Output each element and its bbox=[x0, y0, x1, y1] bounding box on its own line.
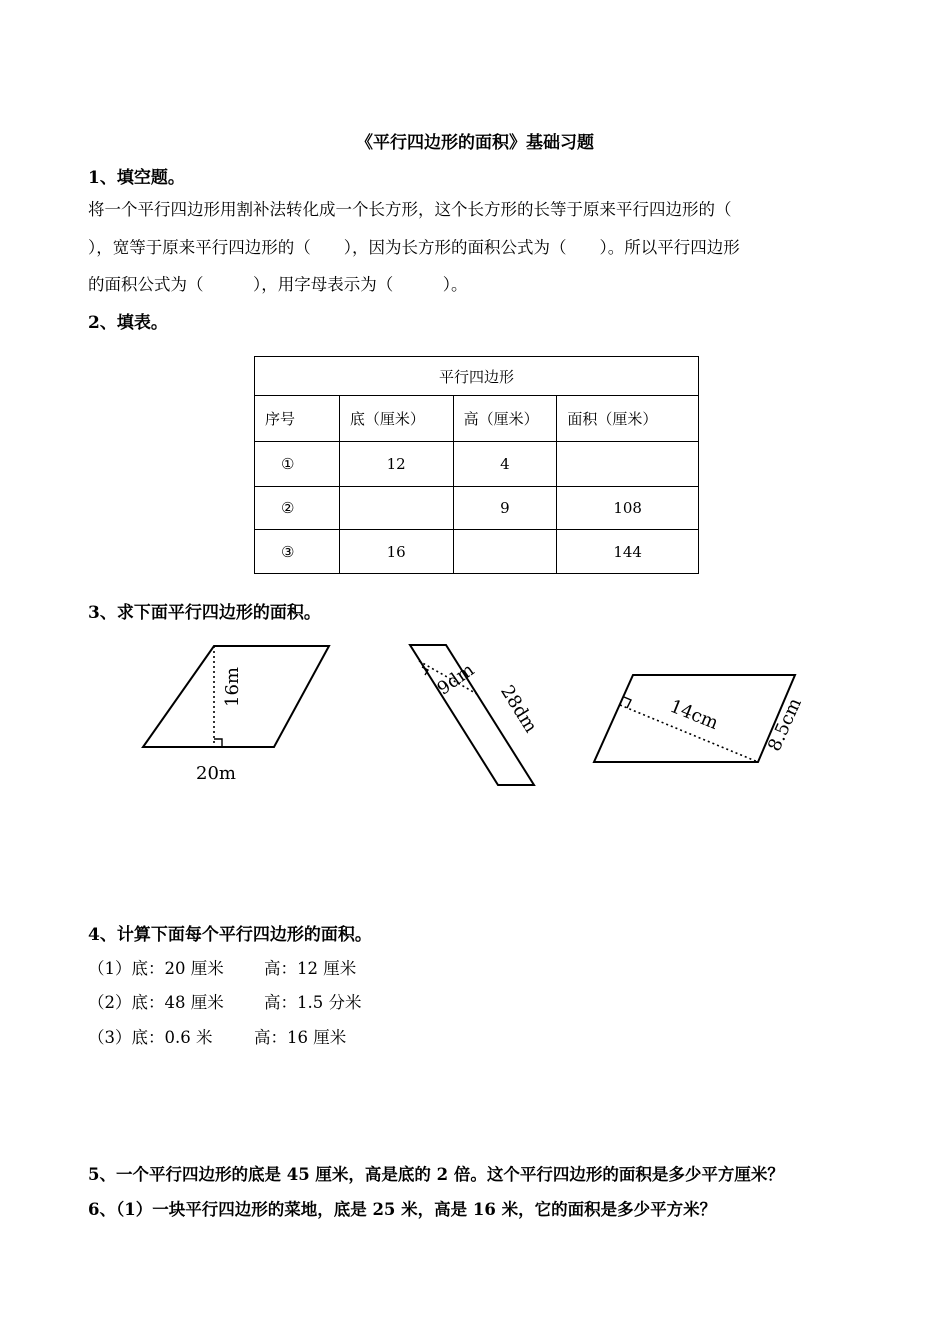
table-cell: ② bbox=[255, 487, 340, 530]
q3-heading: 3、求下面平行四边形的面积。 bbox=[88, 603, 321, 623]
table-header-cell: 底（厘米） bbox=[339, 396, 453, 442]
table-cell: 4 bbox=[453, 442, 557, 487]
table-cell: 108 bbox=[557, 487, 699, 530]
q6-text: 6、（1）一块平行四边形的菜地，底是 25 米，高是 16 米，它的面积是多少平方米？ bbox=[88, 1200, 717, 1219]
fig3-side-label: 8.5cm bbox=[764, 695, 806, 755]
q4-heading: 4、计算下面每个平行四边形的面积。 bbox=[88, 925, 372, 945]
q1-line-3: 的面积公式为（ ），用字母表示为（ ）。 bbox=[88, 275, 468, 294]
fig1-height-label: 16m bbox=[222, 667, 243, 707]
q1-line-1: 将一个平行四边形用割补法转化成一个长方形，这个长方形的长等于原来平行四边形的（ bbox=[88, 200, 732, 219]
table-header-cell: 序号 bbox=[255, 396, 340, 442]
table-cell: 144 bbox=[557, 530, 699, 574]
q2-heading: 2、填表。 bbox=[88, 313, 168, 333]
parallelogram-figure-3 bbox=[594, 675, 806, 762]
table-cell: 16 bbox=[339, 530, 453, 574]
table-caption: 平行四边形 bbox=[255, 357, 699, 396]
table-cell: ① bbox=[255, 442, 340, 487]
q4-item-3-height: 高：16 厘米 bbox=[254, 1028, 347, 1047]
fig2-height-label: 9dm bbox=[433, 659, 479, 700]
q5-text: 5、一个平行四边形的底是 45 厘米，高是底的 2 倍。这个平行四边形的面积是多少平方厘米？ bbox=[88, 1165, 784, 1184]
q1-line-2: ），宽等于原来平行四边形的（ ），因为长方形的面积公式为（ ）。所以平行四边形 bbox=[88, 238, 740, 257]
table-cell: 12 bbox=[339, 442, 453, 487]
fig1-base-label: 20m bbox=[196, 763, 236, 784]
q4-item-1-base: （1）底：20 厘米 bbox=[88, 959, 224, 978]
q4-item-1-height: 高：12 厘米 bbox=[264, 959, 357, 978]
q4-item-2-height: 高：1.5 分米 bbox=[264, 993, 362, 1012]
table-header-cell: 面积（厘米） bbox=[557, 396, 699, 442]
table-cell: ③ bbox=[255, 530, 340, 574]
parallelogram-figure-1 bbox=[143, 646, 329, 784]
fig2-side-label: 28dm bbox=[496, 681, 542, 737]
table-header-cell: 高（厘米） bbox=[453, 396, 557, 442]
q4-item-2-base: （2）底：48 厘米 bbox=[88, 993, 224, 1012]
page-title: 《平行四边形的面积》基础习题 bbox=[356, 133, 594, 153]
q4-item-3-base: （3）底：0.6 米 bbox=[88, 1028, 213, 1047]
table-cell: 9 bbox=[453, 487, 557, 530]
fig3-height-label: 14cm bbox=[666, 695, 722, 735]
parallelogram-figure-2 bbox=[410, 645, 541, 785]
q1-heading: 1、填空题。 bbox=[88, 168, 185, 188]
